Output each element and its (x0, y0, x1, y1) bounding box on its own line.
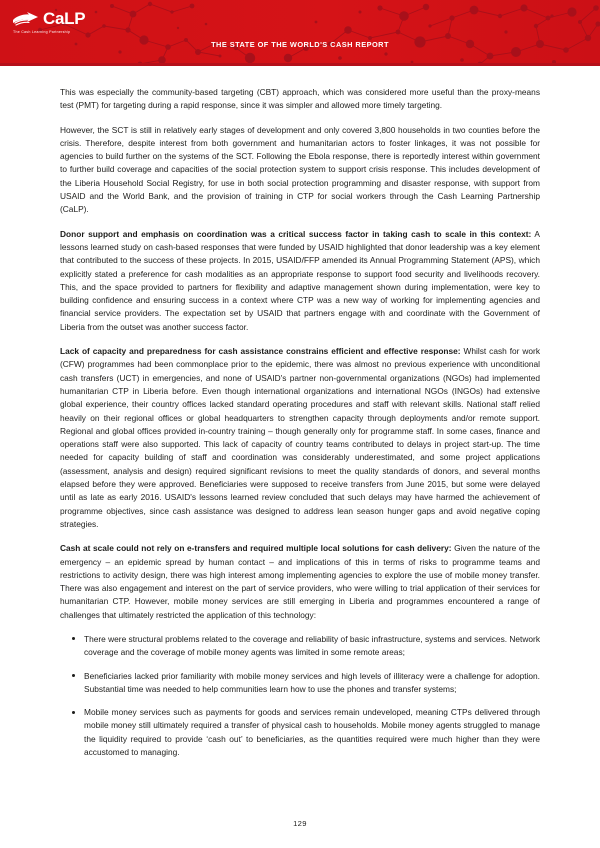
report-title: THE STATE OF THE WORLD'S CASH REPORT (211, 40, 389, 49)
logo-wordmark: CaLP (43, 9, 86, 28)
logo-row (12, 10, 85, 27)
paragraph-lead: Cash at scale could not rely on e-transfers and required multiple local solutions for cash delivery: (60, 543, 452, 554)
paragraph-text: Given the nature of the emergency – an epidemic spread by human contact – and implications of this in terms of risks to programme teams and restrictions to activity design, there was high interest among implementing agencies to explore the use of mobile money transfer. There was also engagement and interest on the part of service providers, who were willing to trial application of their services for humanitarian CTP. However, mobile money services are still emerging in Liberia and programmes encountered a range of challenges that ultimately restricted the application of this technology: (60, 543, 541, 620)
paragraph-text: A lessons learned study on cash-based responses that were funded by USAID highlighted that donor leadership was a key element that contributed to the success of these projects. In 2015, USAID/FFP amended its Annual Programming Statement (APS), which explicitly stated a preference for cash modalities as an appropriate response to support food security and livelihoods recovery. This, and the space provided to partners for flexibility and adaptive management shown during implementation, were key to building confidence and ensuring success in a context where CTP was a new way of working for implementing agencies and financial service providers. The expectation set by USAID that partners engage with and coordinate with the Government of Liberia from the outset was another success factor. (60, 228, 540, 332)
bullet-dot-icon (72, 674, 75, 677)
calp-logo (12, 10, 85, 34)
page-header (0, 0, 600, 66)
text-column (60, 86, 540, 759)
paragraph-with-lead (60, 228, 540, 334)
paragraph-with-lead (60, 345, 540, 531)
list-item (60, 706, 540, 759)
bullet-dot-icon (72, 711, 75, 714)
paragraph-text: This was especially the community-based targeting (CBT) approach, which was considered more useful than the proxy-means test (PMT) for targeting during a rapid response, since it was simpler and allowed more timely targeting. (60, 87, 540, 111)
page-number: 129 (293, 819, 307, 828)
bullet-dot-icon (72, 637, 75, 640)
list-item (60, 670, 540, 697)
paragraph (60, 86, 540, 113)
paragraph-with-lead (60, 542, 540, 622)
list-item (60, 633, 540, 660)
paragraph (60, 124, 540, 217)
list-item-text: There were structural problems related to the coverage and reliability of basic infrastructure, systems and services. Network coverage and the coverage of mobile money agents was limited in some remote areas; (84, 633, 540, 658)
paragraph-text: Whilst cash for work (CFW) programmes had been commonplace prior to the epidemic, there was almost no previous experience with unconditional cash transfers (UCT) in emergencies, and none of USAID's partner non-governmental organizations (NGOs) had implemented humanitarian CTP in Liberia before. Even though international organizations and international NGOs (INGOs) had extensive global experience, their country offices lacked standard operating procedures and staff with relevant skills. National staff relied heavily on their regional offices or global headquarters to strengthen capacity through deployments and/or remote support. Regional and global offices provided in-country training – though generally only for programme staff. In some cases, finance and operations staff were also supported. This lack of capacity of country teams contributed to delays in project start-up. The time needed for capacity building of staff and coordination was considerably underestimated, and some project applications (assessment, analysis and design) required significant revisions to meet the quality standards of donors, and several months elapsed before they were approved. Beneficiaries were supposed to receive transfers from June 2015, but some were delayed until as late as early 2016. USAID's lessons learned review concluded that such delays may have harmed the achievement of programme objectives, since cash assistance was designed to address lean season hunger gaps and avoid negative coping strategies. (60, 346, 541, 529)
paragraph-text: However, the SCT is still in relatively early stages of development and only covered 3,800 households in two counties before the crisis. Therefore, despite interest from both government and humanitarian actors to foster linkages, it was not possible for agencies to build further on the systems of the SCT. Following the Ebola response, there is reportedly interest within government to further build coverage and capacities of the social protection system to support crisis response. This includes development of the Liberia Household Social Registry, for use in both social protection programming and disaster response, with support from USAID and the World Bank, and the provision of training in CTP for social workers through the Cash Learning Partnership (CaLP). (60, 124, 540, 215)
logo-tagline: The Cash Learning Partnership (13, 30, 71, 34)
list-item-text: Beneficiaries lacked prior familiarity with mobile money services and high levels of illiteracy were a challenge for adoption. Substantial time was needed to help communities learn how to use the phones and transfer systems; (84, 670, 540, 694)
list-item-text: Mobile money services such as payments for goods and services remain undeveloped, meaning CTPs delivered through mobile money still ultimately required a transfer of physical cash to households. Mobile money agents struggled to manage the liquidity required to provide ‘cash out’ to beneficiaries, as the quantities required were much higher than they were accustomed to managing. (84, 707, 540, 758)
network-pattern-decoration (0, 0, 600, 66)
paragraph-lead: Lack of capacity and preparedness for cash assistance constrains efficient and effective response: (60, 346, 461, 357)
challenges-bullet-list (60, 633, 540, 759)
paragraph-lead: Donor support and emphasis on coordination was a critical success factor in taking cash to scale in this context: (60, 228, 532, 239)
page-body (0, 66, 600, 759)
calp-hand-icon (12, 11, 40, 27)
